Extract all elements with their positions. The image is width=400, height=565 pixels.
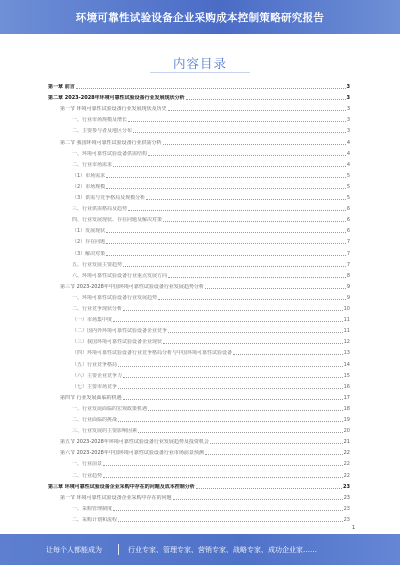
toc-entry-page: 6 xyxy=(346,228,350,235)
toc-leader-dots xyxy=(148,410,343,411)
toc-entry-page: 5 xyxy=(346,172,350,179)
toc-leader-dots xyxy=(118,521,343,522)
toc-entry-page: 23 xyxy=(343,516,350,523)
toc-entry-title: （四）环境可靠性试验设备行业竞争格局分析与中国环境可靠性试验设备 xyxy=(72,350,233,357)
toc-entry-title: 二、行业市场需求 xyxy=(72,161,113,168)
toc-leader-dots xyxy=(205,454,343,455)
footer-divider xyxy=(118,544,119,555)
toc-leader-dots xyxy=(106,243,346,244)
toc-entry[interactable] xyxy=(72,204,350,212)
toc-entry[interactable] xyxy=(72,415,350,423)
toc-entry-title: （一）市场集中度 xyxy=(72,317,113,324)
toc-entry-page: 8 xyxy=(346,272,350,279)
toc-leader-dots xyxy=(106,177,346,178)
toc-entry-page: 20 xyxy=(343,428,350,435)
toc-leader-dots xyxy=(113,510,343,511)
toc-entry[interactable] xyxy=(48,82,350,90)
toc-entry-title: 第二章 2023-2028年环境可靠性试验设备行业发展现状分析 xyxy=(48,95,185,102)
toc-entry[interactable] xyxy=(72,260,350,268)
toc-entry-title: 第一节 环境可靠性试验设备企业采购中存在的问题 xyxy=(60,494,172,501)
toc-entry-title: 二、主要参与者及地区分布 xyxy=(72,128,133,135)
toc-leader-dots xyxy=(148,155,346,156)
toc-leader-dots xyxy=(158,299,346,300)
toc-entry-page: 9 xyxy=(346,283,350,290)
toc-entry[interactable] xyxy=(72,337,350,345)
toc-entry-page: 5 xyxy=(346,183,350,190)
toc-leader-dots xyxy=(113,321,343,322)
toc-leader-dots xyxy=(233,354,343,355)
toc-entry-page: 22 xyxy=(343,450,350,457)
toc-entry[interactable] xyxy=(72,426,350,434)
toc-leader-dots xyxy=(210,443,343,444)
toc-leader-dots xyxy=(138,432,343,433)
toc-entry-page: 23 xyxy=(343,494,350,501)
toc-entry-title: 第六节 2023-2028年中国环境可靠性试验设备行业市场前景预测 xyxy=(60,450,204,457)
toc-leader-dots xyxy=(163,221,346,222)
toc-entry[interactable] xyxy=(72,360,350,368)
toc-leader-dots xyxy=(118,388,343,389)
toc-entry-title: 一、行业前景 xyxy=(72,461,103,468)
toc-entry-page: 15 xyxy=(343,372,350,379)
toc-entry[interactable] xyxy=(72,326,350,334)
toc-leader-dots xyxy=(133,132,346,133)
toc-entry-page: 11 xyxy=(343,328,350,335)
toc-entry-title: 第三节 2023-2028年中国环境可靠性试验设备行业发展趋势分析 xyxy=(60,283,204,290)
toc-entry-page: 10 xyxy=(343,306,350,312)
toc-entry[interactable] xyxy=(72,215,350,223)
toc-entry[interactable] xyxy=(72,404,350,412)
toc-entry-title: （六）主要企业竞争力 xyxy=(72,372,123,379)
toc-entry-page: 7 xyxy=(346,250,350,257)
toc-entry[interactable] xyxy=(60,282,350,290)
toc-entry[interactable] xyxy=(72,471,350,479)
toc-entry-title: 第五节 2023-2028年环境可靠性试验设备行业发展趋势及投资机会 xyxy=(60,439,209,446)
toc-entry[interactable] xyxy=(72,304,350,312)
toc-entry-title: 第四节 行业发展面临的机遇 xyxy=(60,394,122,401)
toc-entry-title: 第一节 环境可靠性试验设备行业发展现状及历史 xyxy=(60,106,167,113)
toc-entry[interactable] xyxy=(72,226,350,234)
toc-entry-page: 22 xyxy=(343,472,350,479)
report-header xyxy=(0,0,400,34)
toc-entry[interactable] xyxy=(48,93,350,101)
corner-mark: 1 xyxy=(352,525,356,531)
toc-entry-title: （1）发展现状 xyxy=(72,228,106,235)
toc-leader-dots xyxy=(163,144,346,145)
toc-entry-title: （2）市场规模 xyxy=(72,183,106,190)
toc-entry[interactable] xyxy=(72,193,350,201)
toc-entry-page: 13 xyxy=(343,350,350,357)
toc-entry-title: 一、环境可靠性试验设备行业发展趋势 xyxy=(72,294,158,301)
toc-entry[interactable] xyxy=(72,249,350,257)
toc-entry[interactable] xyxy=(60,448,350,456)
toc-leader-dots xyxy=(123,399,343,400)
toc-leader-dots xyxy=(103,477,343,478)
toc-entry[interactable] xyxy=(72,293,350,301)
toc-entry[interactable] xyxy=(72,371,350,379)
toc-leader-dots xyxy=(173,499,343,500)
toc-entry-title: （七）主要市场竞争 xyxy=(72,383,118,390)
toc-entry-page: 7 xyxy=(346,239,350,246)
toc-entry[interactable] xyxy=(72,160,350,168)
toc-entry[interactable] xyxy=(72,271,350,279)
toc-leader-dots xyxy=(106,188,346,189)
toc-entry[interactable] xyxy=(72,504,350,512)
toc-leader-dots xyxy=(168,110,346,111)
toc-title: 内容目录 xyxy=(172,56,227,71)
toc-entry-title: 三、行业供需格局及趋势 xyxy=(72,206,128,213)
toc-entry-page: 18 xyxy=(343,405,350,412)
toc-entry-page: 6 xyxy=(346,217,350,224)
toc-entry-title: （3）供需与竞争格局及规模分析 xyxy=(72,195,146,201)
toc-entry-page: 3 xyxy=(346,95,350,102)
toc-entry-page: 21 xyxy=(343,439,350,446)
toc-entry-title: 一、环境可靠性试验设备供需结构 xyxy=(72,150,148,157)
toc-entry[interactable] xyxy=(72,115,350,123)
toc-entry[interactable] xyxy=(72,382,350,390)
toc-entry[interactable] xyxy=(72,315,350,323)
toc-entry-page: 14 xyxy=(343,361,350,368)
toc-entry-title: 第三章 环境可靠性试验设备企业采购中存在的问题及成本控制分析 xyxy=(48,483,195,490)
toc-entry-title: 二、行业竞争现状分析 xyxy=(72,306,123,312)
toc-entry[interactable] xyxy=(72,182,350,190)
toc-leader-dots xyxy=(128,121,346,122)
toc-entry-page: 23 xyxy=(343,483,350,490)
toc-entry-page: 3 xyxy=(346,128,350,135)
toc-entry-title: （二）国内外环境可靠性试验设备企业竞争 xyxy=(72,328,168,335)
toc-leader-dots xyxy=(123,310,343,311)
toc-entry-title: （3）解决对策 xyxy=(72,250,106,257)
toc-leader-dots xyxy=(113,166,346,167)
toc-entry-page: 6 xyxy=(346,206,350,213)
toc-entry-title: 三、行业发展的主要影响因素 xyxy=(72,428,138,435)
toc-entry-page: 7 xyxy=(346,261,350,268)
toc-leader-dots xyxy=(76,88,346,89)
toc-entry-page: 4 xyxy=(346,161,350,168)
toc-entry-page: 4 xyxy=(346,139,350,146)
toc-entry-page: 3 xyxy=(346,84,350,90)
toc-entry-page: 12 xyxy=(343,339,350,346)
toc-entry[interactable] xyxy=(48,482,350,490)
toc-entry[interactable] xyxy=(72,126,350,134)
toc-entry[interactable] xyxy=(60,437,350,445)
toc-entry-page: 3 xyxy=(346,117,350,124)
toc-entry-page: 16 xyxy=(343,383,350,390)
toc-leader-dots xyxy=(118,366,343,367)
toc-leader-dots xyxy=(106,232,346,233)
toc-leader-dots xyxy=(196,488,342,489)
toc-leader-dots xyxy=(128,210,346,211)
toc-entry[interactable] xyxy=(72,149,350,157)
toc-entry-title: 六、环境可靠性试验设备行业重点发展方向 xyxy=(72,272,168,279)
toc-entry-title: 二、行业面临的挑战 xyxy=(72,417,118,423)
toc-leader-dots xyxy=(106,255,346,256)
toc-entry-page: 3 xyxy=(346,106,350,113)
toc-leader-dots xyxy=(163,343,343,344)
toc-entry-title: 二、行业趋势 xyxy=(72,472,103,479)
footer-banner xyxy=(0,534,400,565)
toc-entry-title: （五）行业竞争格局 xyxy=(72,361,118,368)
toc-entry-title: 一、行业发展面临的宏观政策机遇 xyxy=(72,405,148,412)
report-title: 环境可靠性试验设备企业采购成本控制策略研究报告 xyxy=(75,11,325,24)
toc-entry-page: 22 xyxy=(343,461,350,468)
toc-entry[interactable] xyxy=(60,104,350,112)
toc-entry-page: 11 xyxy=(343,317,350,324)
toc-entry-title: 第二节 我国环境可靠性试验设备行业供需分析 xyxy=(60,139,162,146)
toc-leader-dots xyxy=(123,377,343,378)
toc-entry-title: 五、行业发展主要趋势 xyxy=(72,261,123,268)
toc-entry-title: 一、行业市场规模及增长 xyxy=(72,117,128,124)
toc-entry[interactable] xyxy=(72,171,350,179)
toc-entry[interactable] xyxy=(60,138,350,146)
toc-entry-page: 19 xyxy=(343,417,350,423)
toc-entry[interactable] xyxy=(72,459,350,467)
toc-entry[interactable] xyxy=(60,393,350,401)
footer-slogan-left: 让每个人都能成为 xyxy=(46,545,102,554)
footer-slogan-right: 行业专家、管理专家、营销专家、战略专家、成功企业家…… xyxy=(128,545,317,554)
toc-entry-title: （1）市场需求 xyxy=(72,172,106,179)
toc-entry[interactable] xyxy=(60,493,350,501)
toc-entry-title: （三）我国环境可靠性试验设备企业现状 xyxy=(72,339,163,346)
toc-leader-dots xyxy=(186,99,346,100)
toc-entry-title: 四、行业发展现状、存在问题及解决对策 xyxy=(72,217,163,224)
toc-leader-dots xyxy=(103,465,343,466)
toc-entry-title: （2）存在问题 xyxy=(72,239,106,246)
toc-leader-dots xyxy=(168,277,346,278)
toc-entry-page: 23 xyxy=(343,505,350,512)
toc-entry-page: 9 xyxy=(346,294,350,301)
toc-leader-dots xyxy=(118,421,343,422)
toc-entry[interactable] xyxy=(72,237,350,245)
toc-entry[interactable] xyxy=(72,515,350,523)
toc-entry[interactable] xyxy=(72,348,350,356)
toc-entry-title: 一、采购管理制度 xyxy=(72,505,113,512)
toc-entry-title: 第一章 前言 xyxy=(48,84,75,90)
toc-leader-dots xyxy=(123,266,346,267)
toc-leader-dots xyxy=(146,199,346,200)
toc-entry-page: 4 xyxy=(346,150,350,157)
toc-entry-page: 17 xyxy=(343,394,350,401)
toc-entry-title: 二、采购计划和流程 xyxy=(72,516,118,523)
toc-leader-dots xyxy=(205,288,346,289)
toc-entry-page: 5 xyxy=(346,195,350,201)
toc-leader-dots xyxy=(168,332,343,333)
toc-title-divider xyxy=(150,72,250,73)
